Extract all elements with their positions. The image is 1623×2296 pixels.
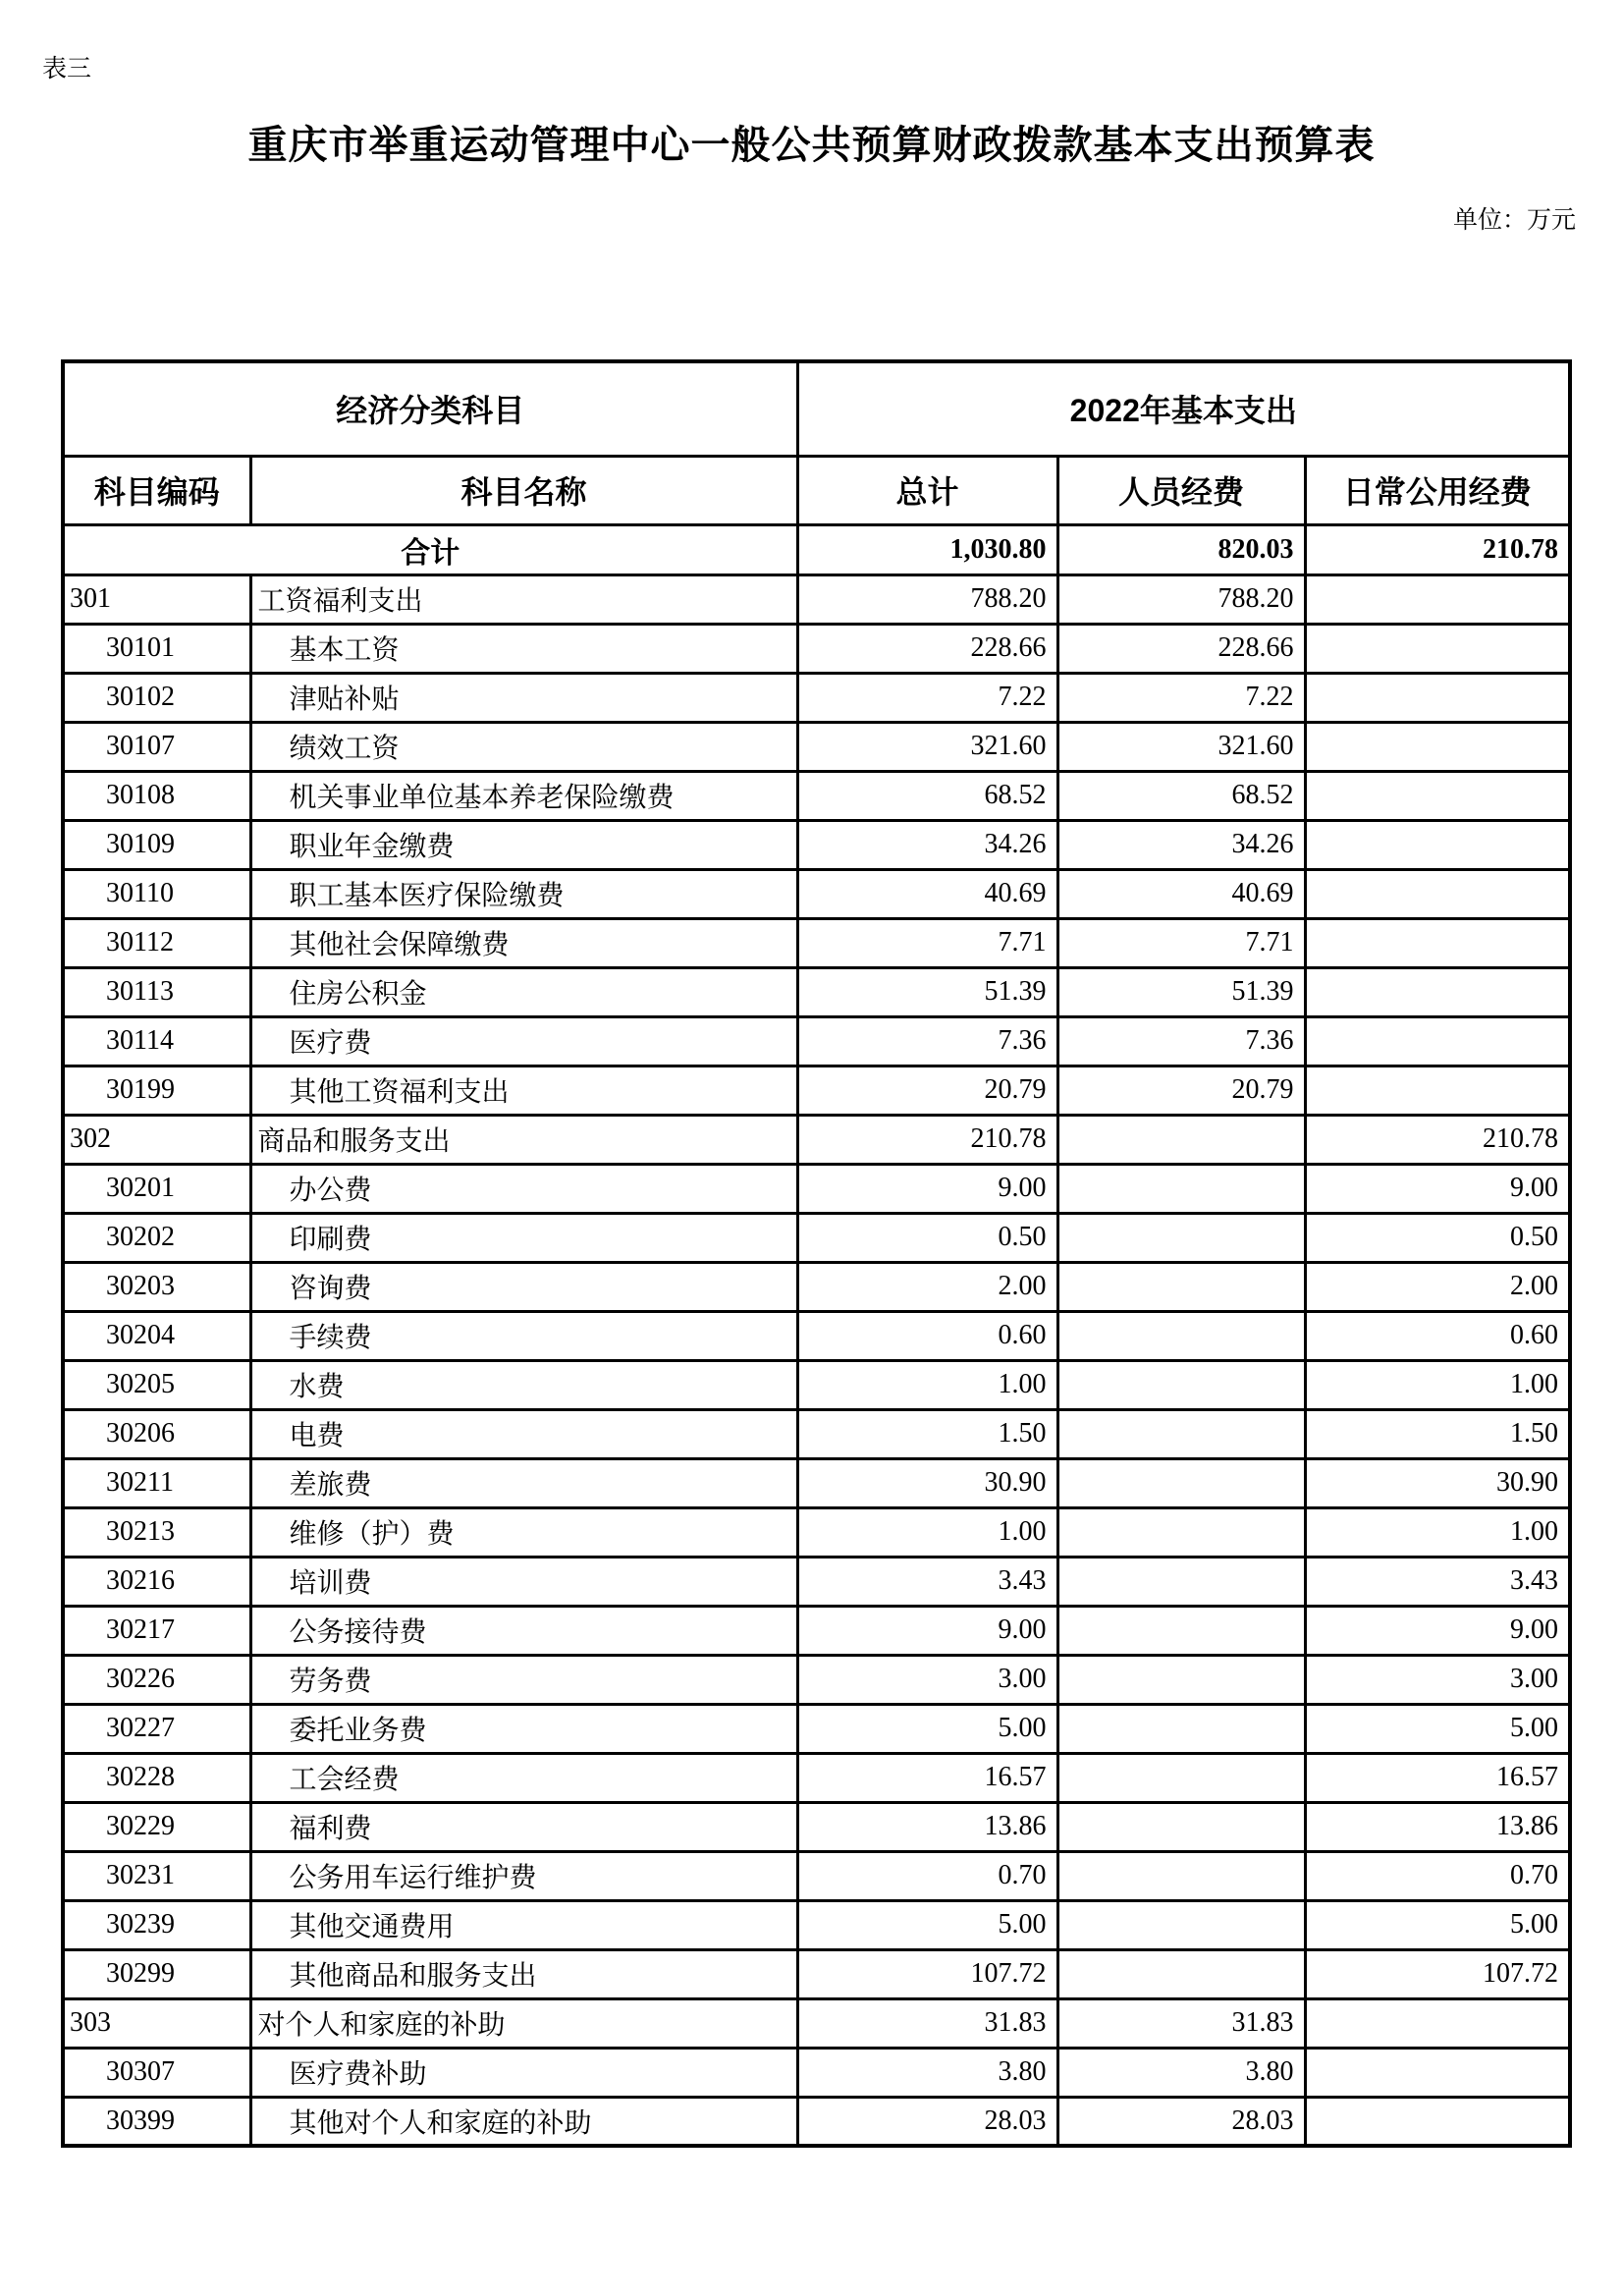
subject-code-cell: 30107 — [63, 722, 250, 771]
personnel-value-cell — [1057, 1213, 1305, 1262]
public-value-cell — [1305, 673, 1570, 722]
subject-name-cell: 其他社会保障缴费 — [250, 918, 797, 967]
table-row — [63, 869, 1570, 918]
public-value-cell — [1305, 722, 1570, 771]
subject-code-cell: 30204 — [63, 1311, 250, 1360]
personnel-value-cell — [1057, 1753, 1305, 1802]
total-value-cell: 20.79 — [797, 1066, 1057, 1115]
total-value-cell: 1.00 — [797, 1507, 1057, 1557]
subject-name-cell: 其他工资福利支出 — [250, 1066, 797, 1115]
personnel-value-cell: 28.03 — [1057, 2097, 1305, 2146]
public-value-cell — [1305, 1066, 1570, 1115]
total-value-cell: 788.20 — [797, 574, 1057, 624]
table-row — [63, 1557, 1570, 1606]
total-value-cell: 0.60 — [797, 1311, 1057, 1360]
column-header-total: 总计 — [797, 456, 1057, 524]
public-value-cell — [1305, 624, 1570, 673]
total-value-cell: 0.50 — [797, 1213, 1057, 1262]
subject-name-cell: 水费 — [250, 1360, 797, 1409]
subject-code-cell: 30213 — [63, 1507, 250, 1557]
total-value-cell: 3.00 — [797, 1655, 1057, 1704]
group-header-row — [63, 361, 1570, 456]
personnel-value-cell: 7.36 — [1057, 1016, 1305, 1066]
year-group-header: 2022年基本支出 — [797, 361, 1570, 456]
subject-name-cell: 基本工资 — [250, 624, 797, 673]
subject-code-cell: 30203 — [63, 1262, 250, 1311]
table-row — [63, 1311, 1570, 1360]
table-row — [63, 1949, 1570, 1998]
subject-name-cell: 手续费 — [250, 1311, 797, 1360]
subject-name-cell: 维修（护）费 — [250, 1507, 797, 1557]
public-value-cell — [1305, 2048, 1570, 2097]
subject-name-cell: 办公费 — [250, 1164, 797, 1213]
subject-code-cell: 30101 — [63, 624, 250, 673]
subject-code-cell: 30229 — [63, 1802, 250, 1851]
total-value-cell: 51.39 — [797, 967, 1057, 1016]
total-value-cell: 3.43 — [797, 1557, 1057, 1606]
table-row — [63, 820, 1570, 869]
table-row — [63, 967, 1570, 1016]
budget-table — [61, 359, 1572, 2148]
personnel-value-cell: 7.71 — [1057, 918, 1305, 967]
personnel-value-cell — [1057, 1409, 1305, 1458]
subject-code-cell: 30199 — [63, 1066, 250, 1115]
subject-code-cell: 30206 — [63, 1409, 250, 1458]
personnel-value-cell — [1057, 1802, 1305, 1851]
total-value-cell: 5.00 — [797, 1900, 1057, 1949]
table-row — [63, 1016, 1570, 1066]
subject-name-cell: 机关事业单位基本养老保险缴费 — [250, 771, 797, 820]
table-row — [63, 1115, 1570, 1164]
table-row — [63, 1900, 1570, 1949]
total-value-cell: 7.36 — [797, 1016, 1057, 1066]
table-row — [63, 1164, 1570, 1213]
personnel-value-cell: 3.80 — [1057, 2048, 1305, 2097]
table-row — [63, 771, 1570, 820]
total-value-cell: 5.00 — [797, 1704, 1057, 1753]
subject-code-cell: 302 — [63, 1115, 250, 1164]
personnel-value-cell — [1057, 1458, 1305, 1507]
subject-name-cell: 咨询费 — [250, 1262, 797, 1311]
classification-group-header: 经济分类科目 — [63, 361, 797, 456]
table-row — [63, 1851, 1570, 1900]
subject-name-cell: 其他交通费用 — [250, 1900, 797, 1949]
subject-name-cell: 其他对个人和家庭的补助 — [250, 2097, 797, 2146]
subject-code-cell: 30112 — [63, 918, 250, 967]
subject-code-cell: 30399 — [63, 2097, 250, 2146]
subject-name-cell: 劳务费 — [250, 1655, 797, 1704]
page-title: 重庆市举重运动管理中心一般公共预算财政拨款基本支出预算表 — [247, 124, 1376, 167]
table-row — [63, 1409, 1570, 1458]
total-value-cell: 0.70 — [797, 1851, 1057, 1900]
personnel-value-cell — [1057, 1360, 1305, 1409]
subject-name-cell: 电费 — [250, 1409, 797, 1458]
subject-code-cell: 30299 — [63, 1949, 250, 1998]
personnel-value-cell: 40.69 — [1057, 869, 1305, 918]
total-value-cell: 7.22 — [797, 673, 1057, 722]
personnel-value-cell — [1057, 1851, 1305, 1900]
public-value-cell: 0.70 — [1305, 1851, 1570, 1900]
total-value-cell: 1.50 — [797, 1409, 1057, 1458]
table-row — [63, 1606, 1570, 1655]
subject-code-cell: 30201 — [63, 1164, 250, 1213]
subject-code-cell: 30216 — [63, 1557, 250, 1606]
subject-name-cell: 工资福利支出 — [250, 574, 797, 624]
public-value-cell: 3.00 — [1305, 1655, 1570, 1704]
subject-code-cell: 30231 — [63, 1851, 250, 1900]
subject-name-cell: 住房公积金 — [250, 967, 797, 1016]
total-value-cell: 16.57 — [797, 1753, 1057, 1802]
public-value-cell: 1.50 — [1305, 1409, 1570, 1458]
total-value-cell: 210.78 — [797, 1115, 1057, 1164]
total-value-cell: 228.66 — [797, 624, 1057, 673]
form-tag: 表三 — [42, 56, 92, 82]
total-value-cell: 7.71 — [797, 918, 1057, 967]
public-value-cell — [1305, 574, 1570, 624]
total-value-cell: 13.86 — [797, 1802, 1057, 1851]
subject-name-cell: 商品和服务支出 — [250, 1115, 797, 1164]
personnel-value-cell: 321.60 — [1057, 722, 1305, 771]
column-header-personnel: 人员经费 — [1057, 456, 1305, 524]
personnel-value-cell: 228.66 — [1057, 624, 1305, 673]
personnel-value-cell: 7.22 — [1057, 673, 1305, 722]
subject-name-cell: 医疗费 — [250, 1016, 797, 1066]
subject-code-cell: 30226 — [63, 1655, 250, 1704]
table-row — [63, 1262, 1570, 1311]
personnel-value-cell — [1057, 1606, 1305, 1655]
public-value-cell — [1305, 918, 1570, 967]
personnel-value-cell — [1057, 1557, 1305, 1606]
public-value-cell: 1.00 — [1305, 1360, 1570, 1409]
subject-code-cell: 30108 — [63, 771, 250, 820]
personnel-value-cell — [1057, 1164, 1305, 1213]
total-value-cell: 2.00 — [797, 1262, 1057, 1311]
subject-name-cell: 公务用车运行维护费 — [250, 1851, 797, 1900]
summary-public-value: 210.78 — [1305, 524, 1570, 574]
personnel-value-cell — [1057, 1311, 1305, 1360]
total-value-cell: 40.69 — [797, 869, 1057, 918]
personnel-value-cell: 51.39 — [1057, 967, 1305, 1016]
subject-code-cell: 30211 — [63, 1458, 250, 1507]
summary-total-value: 1,030.80 — [797, 524, 1057, 574]
subject-name-cell: 工会经费 — [250, 1753, 797, 1802]
subject-code-cell: 303 — [63, 1998, 250, 2048]
public-value-cell: 1.00 — [1305, 1507, 1570, 1557]
subject-code-cell: 30239 — [63, 1900, 250, 1949]
total-value-cell: 31.83 — [797, 1998, 1057, 2048]
subject-code-cell: 30217 — [63, 1606, 250, 1655]
personnel-value-cell — [1057, 1949, 1305, 1998]
total-value-cell: 1.00 — [797, 1360, 1057, 1409]
table-row — [63, 1066, 1570, 1115]
total-value-cell: 9.00 — [797, 1606, 1057, 1655]
table-row — [63, 1753, 1570, 1802]
table-row — [63, 1704, 1570, 1753]
subject-code-cell: 30109 — [63, 820, 250, 869]
personnel-value-cell — [1057, 1655, 1305, 1704]
total-value-cell: 68.52 — [797, 771, 1057, 820]
table-row — [63, 1360, 1570, 1409]
subject-name-cell: 医疗费补助 — [250, 2048, 797, 2097]
public-value-cell: 210.78 — [1305, 1115, 1570, 1164]
subject-code-cell: 30202 — [63, 1213, 250, 1262]
subject-name-cell: 印刷费 — [250, 1213, 797, 1262]
public-value-cell: 9.00 — [1305, 1164, 1570, 1213]
personnel-value-cell: 31.83 — [1057, 1998, 1305, 2048]
table-row — [63, 1802, 1570, 1851]
public-value-cell — [1305, 1016, 1570, 1066]
public-value-cell — [1305, 1998, 1570, 2048]
table-row — [63, 918, 1570, 967]
table-row — [63, 1213, 1570, 1262]
public-value-cell — [1305, 2097, 1570, 2146]
summary-label: 合计 — [63, 524, 797, 574]
subject-name-cell: 津贴补贴 — [250, 673, 797, 722]
personnel-value-cell — [1057, 1262, 1305, 1311]
subject-name-cell: 对个人和家庭的补助 — [250, 1998, 797, 2048]
public-value-cell: 30.90 — [1305, 1458, 1570, 1507]
subject-code-cell: 30114 — [63, 1016, 250, 1066]
table-row — [63, 1507, 1570, 1557]
summary-personnel-value: 820.03 — [1057, 524, 1305, 574]
subject-name-cell: 福利费 — [250, 1802, 797, 1851]
personnel-value-cell: 20.79 — [1057, 1066, 1305, 1115]
public-value-cell — [1305, 967, 1570, 1016]
subject-name-cell: 委托业务费 — [250, 1704, 797, 1753]
total-value-cell: 30.90 — [797, 1458, 1057, 1507]
personnel-value-cell: 68.52 — [1057, 771, 1305, 820]
total-value-cell: 9.00 — [797, 1164, 1057, 1213]
total-value-cell: 321.60 — [797, 722, 1057, 771]
column-header-name: 科目名称 — [250, 456, 797, 524]
public-value-cell: 5.00 — [1305, 1900, 1570, 1949]
column-header-row — [63, 456, 1570, 524]
column-header-code: 科目编码 — [63, 456, 250, 524]
subject-name-cell: 其他商品和服务支出 — [250, 1949, 797, 1998]
public-value-cell: 107.72 — [1305, 1949, 1570, 1998]
table-row — [63, 1458, 1570, 1507]
subject-name-cell: 绩效工资 — [250, 722, 797, 771]
public-value-cell: 3.43 — [1305, 1557, 1570, 1606]
table-header — [63, 361, 1570, 524]
personnel-value-cell — [1057, 1900, 1305, 1949]
subject-code-cell: 30113 — [63, 967, 250, 1016]
public-value-cell — [1305, 771, 1570, 820]
total-value-cell: 28.03 — [797, 2097, 1057, 2146]
public-value-cell: 0.50 — [1305, 1213, 1570, 1262]
subject-code-cell: 30228 — [63, 1753, 250, 1802]
subject-name-cell: 职业年金缴费 — [250, 820, 797, 869]
public-value-cell: 0.60 — [1305, 1311, 1570, 1360]
table-row — [63, 1655, 1570, 1704]
subject-code-cell: 30205 — [63, 1360, 250, 1409]
public-value-cell: 13.86 — [1305, 1802, 1570, 1851]
subject-code-cell: 30102 — [63, 673, 250, 722]
public-value-cell — [1305, 820, 1570, 869]
personnel-value-cell: 34.26 — [1057, 820, 1305, 869]
personnel-value-cell — [1057, 1704, 1305, 1753]
personnel-value-cell — [1057, 1115, 1305, 1164]
public-value-cell: 16.57 — [1305, 1753, 1570, 1802]
subject-name-cell: 培训费 — [250, 1557, 797, 1606]
table-row — [63, 2048, 1570, 2097]
total-value-cell: 3.80 — [797, 2048, 1057, 2097]
total-value-cell: 107.72 — [797, 1949, 1057, 1998]
table-row — [63, 673, 1570, 722]
subject-code-cell: 30227 — [63, 1704, 250, 1753]
public-value-cell: 5.00 — [1305, 1704, 1570, 1753]
public-value-cell: 9.00 — [1305, 1606, 1570, 1655]
public-value-cell — [1305, 869, 1570, 918]
unit-note: 单位：万元 — [1452, 207, 1576, 234]
total-value-cell: 34.26 — [797, 820, 1057, 869]
subject-name-cell: 职工基本医疗保险缴费 — [250, 869, 797, 918]
table-row — [63, 624, 1570, 673]
table-row — [63, 722, 1570, 771]
public-value-cell: 2.00 — [1305, 1262, 1570, 1311]
personnel-value-cell: 788.20 — [1057, 574, 1305, 624]
table-body — [63, 524, 1570, 2146]
subject-code-cell: 301 — [63, 574, 250, 624]
summary-row — [63, 524, 1570, 574]
table-row — [63, 1998, 1570, 2048]
personnel-value-cell — [1057, 1507, 1305, 1557]
subject-code-cell: 30110 — [63, 869, 250, 918]
column-header-public: 日常公用经费 — [1305, 456, 1570, 524]
subject-code-cell: 30307 — [63, 2048, 250, 2097]
table-row — [63, 574, 1570, 624]
table-row — [63, 2097, 1570, 2146]
subject-name-cell: 公务接待费 — [250, 1606, 797, 1655]
subject-name-cell: 差旅费 — [250, 1458, 797, 1507]
